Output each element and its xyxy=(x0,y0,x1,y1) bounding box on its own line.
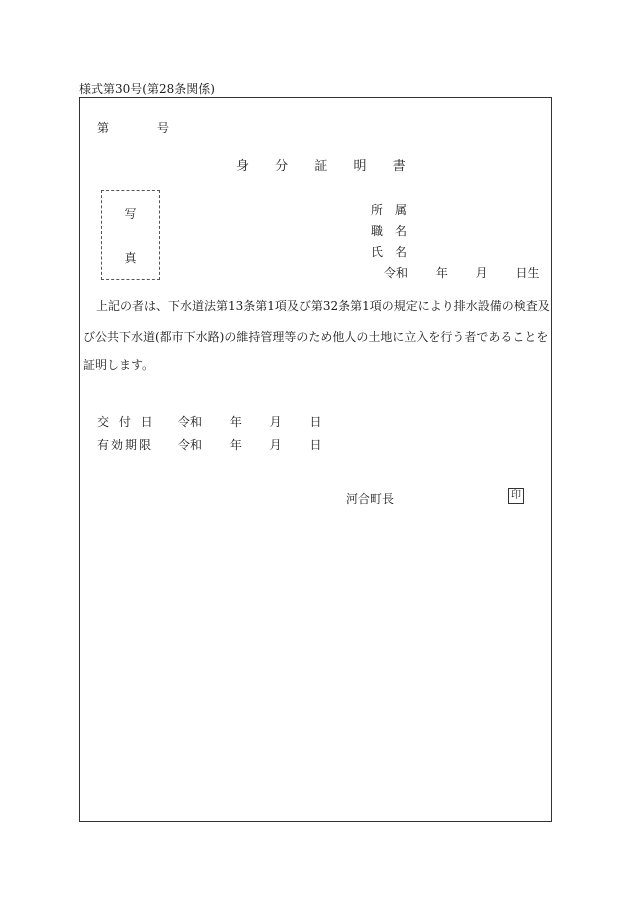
body-text-line-1: 上記の者は、下水道法第13条第1項及び第32条第1項の規定により排水設備の検査及 xyxy=(96,299,550,313)
photo-box xyxy=(101,190,160,280)
issuer-title: 河合町長 xyxy=(346,492,395,506)
form-number-label: 様式第30号(第28条関係) xyxy=(79,82,215,96)
body-text-line-3: 証明します。 xyxy=(83,358,155,372)
photo-label-top: 写 xyxy=(124,207,137,221)
birthdate-label: 令和 年 月 日生 xyxy=(384,266,540,280)
body-text-line-2: び公共下水道(都市下水路)の維持管理等のため他人の土地に立入を行う者であることを xyxy=(83,330,549,344)
seal-mark: 印 xyxy=(508,488,524,504)
expiry-date-value: 令和 年 月 日 xyxy=(178,438,322,452)
issue-date-value: 令和 年 月 日 xyxy=(178,415,322,429)
number-prefix: 第 xyxy=(97,121,110,135)
title-char: 分 xyxy=(275,159,289,174)
issue-date-label: 交 付 日 xyxy=(97,415,156,429)
position-label: 職 名 xyxy=(371,224,408,238)
title-char: 明 xyxy=(353,159,367,174)
document-title xyxy=(236,155,428,174)
expiry-date-label: 有効期限 xyxy=(97,438,154,452)
name-label: 氏 名 xyxy=(371,245,408,259)
title-char: 証 xyxy=(314,159,328,174)
title-char: 書 xyxy=(392,159,406,174)
title-char: 身 xyxy=(236,159,250,174)
number-suffix: 号 xyxy=(157,121,170,135)
photo-label-bottom: 真 xyxy=(124,251,137,265)
affiliation-label: 所 属 xyxy=(371,203,408,217)
